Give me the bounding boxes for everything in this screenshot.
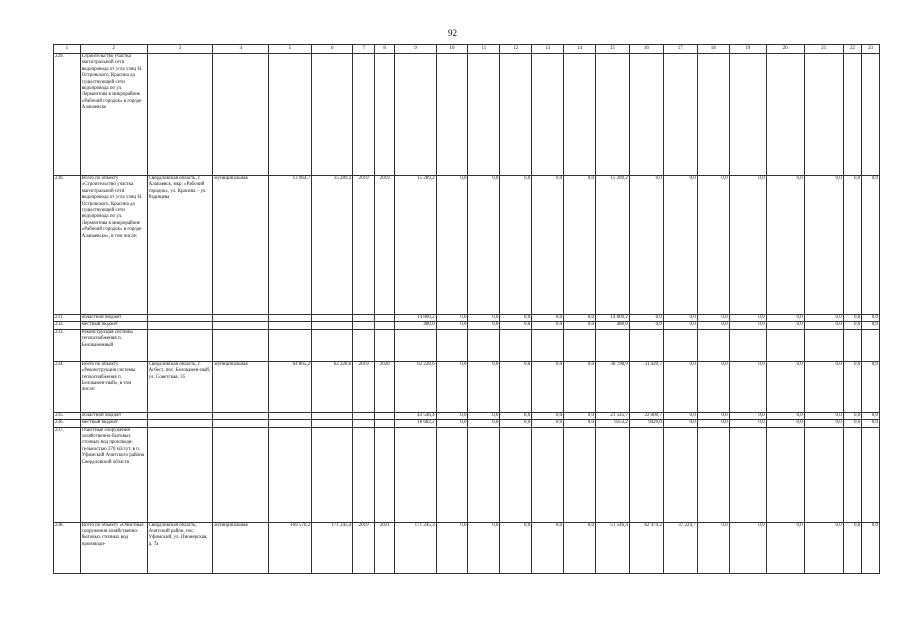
table-cell-c12: 0,0 — [500, 322, 532, 329]
table-cell-c8 — [374, 322, 395, 329]
table-cell-c23: 0,0 — [862, 420, 880, 427]
table-cell-c12 — [500, 427, 532, 522]
table-cell-c20: 0,0 — [766, 412, 804, 419]
table-cell-c18: 0,0 — [697, 420, 729, 427]
table-cell-type — [213, 315, 269, 322]
table-cell-c22: 0,0 — [843, 412, 862, 419]
table-cell-c7: 2019 — [353, 522, 375, 573]
table-cell-name: местный бюджет — [80, 322, 147, 329]
table-cell-c9: 14 809,2 — [395, 315, 436, 322]
table-cell-c19: 0,0 — [729, 176, 766, 315]
table-cell-c6: 15 289,2 — [312, 176, 353, 315]
table-cell-id: 229. — [54, 54, 81, 176]
table-cell-c7 — [353, 315, 375, 322]
table-cell-c15: 15 289,2 — [595, 176, 629, 315]
table-cell-c18: 0,0 — [697, 176, 729, 315]
table-cell-c11: 0,0 — [468, 420, 500, 427]
table-cell-c10: 0,0 — [436, 315, 468, 322]
table-cell-id: 235. — [54, 412, 81, 419]
table-cell-c21: 0,0 — [804, 420, 843, 427]
table-cell-c10: 0,0 — [436, 412, 468, 419]
column-number: 8 — [374, 45, 395, 54]
table-cell-c10: 0,0 — [436, 420, 468, 427]
table-cell-c12: 0,0 — [500, 412, 532, 419]
table-cell-c11 — [468, 427, 500, 522]
column-number: 22 — [843, 45, 862, 54]
table-cell-addr — [147, 54, 213, 176]
table-cell-c15 — [595, 54, 629, 176]
table-cell-c17: 0,0 — [663, 412, 697, 419]
table-cell-c16: 0,0 — [629, 322, 663, 329]
table-cell-c14: 0,0 — [564, 522, 596, 573]
table-cell-addr: Свердловская область, г. Алапаевск, мкр. «Рабочий городок», ул. Красина – ул. Радищева — [147, 176, 213, 315]
table-cell-c22: 0,0 — [843, 176, 862, 315]
table-cell-c16 — [629, 329, 663, 361]
table-cell-c14: 0,0 — [564, 361, 596, 412]
table-cell-c23 — [862, 427, 880, 522]
table-row — [54, 176, 880, 315]
table-cell-c14: 0,0 — [564, 420, 596, 427]
table-cell-c8: 2020 — [374, 361, 395, 412]
table-cell-c8 — [374, 420, 395, 427]
table-cell-c8: 2019 — [374, 176, 395, 315]
table-cell-c19: 0,0 — [729, 420, 766, 427]
table-cell-c11 — [468, 329, 500, 361]
table-cell-name: Строительство участка магистральной сети водопровода от угла улиц Н. Островского, Красина до существующей сети водопровода по ул. Лермонтова в микрорайоне «Рабочий городок» в городе Алапаевске — [80, 54, 147, 176]
table-cell-c13: 0,0 — [532, 315, 564, 322]
table-cell-c20: 0,0 — [766, 322, 804, 329]
table-cell-id: 231. — [54, 315, 81, 322]
table-cell-c16: 31 429,7 — [629, 361, 663, 412]
table-cell-id: 232. — [54, 322, 81, 329]
table-cell-c5 — [268, 315, 311, 322]
table-cell-c20: 0,0 — [766, 361, 804, 412]
table-cell-c12 — [500, 329, 532, 361]
table-cell-c19: 0,0 — [729, 322, 766, 329]
table-cell-c6 — [312, 54, 353, 176]
column-number: 20 — [766, 45, 804, 54]
table-cell-name: областной бюджет — [80, 412, 147, 419]
column-number: 4 — [213, 45, 269, 54]
table-cell-c17: 0,0 — [663, 420, 697, 427]
column-number: 21 — [804, 45, 843, 54]
table-cell-c20 — [766, 54, 804, 176]
table-cell-c15: 9253,2 — [595, 420, 629, 427]
table-cell-c19: 0,0 — [729, 522, 766, 573]
table-cell-c18: 0,0 — [697, 522, 729, 573]
table-cell-c19 — [729, 427, 766, 522]
table-row — [54, 361, 880, 412]
table-cell-name: местный бюджет — [80, 420, 147, 427]
column-number: 18 — [697, 45, 729, 54]
table-cell-c15 — [595, 427, 629, 522]
table-cell-c9: 171 245,3 — [395, 522, 436, 573]
table-cell-name: областной бюджет — [80, 315, 147, 322]
table-cell-c22: 0,0 — [843, 522, 862, 573]
table-cell-c10 — [436, 329, 468, 361]
column-number: 11 — [468, 45, 500, 54]
table-cell-c18: 0,0 — [697, 412, 729, 419]
table-cell-c19 — [729, 329, 766, 361]
table-cell-c23: 0,0 — [862, 522, 880, 573]
table-cell-addr — [147, 329, 213, 361]
column-number: 14 — [564, 45, 596, 54]
table-cell-c17: 0,0 — [663, 361, 697, 412]
table-cell-addr — [147, 315, 213, 322]
table-cell-c6 — [312, 322, 353, 329]
header-row — [54, 45, 880, 54]
table-cell-c20: 0,0 — [766, 176, 804, 315]
table-cell-c10: 0,0 — [436, 361, 468, 412]
table-cell-c13: 0,0 — [532, 522, 564, 573]
table-row — [54, 54, 880, 176]
table-cell-id: 238. — [54, 522, 81, 573]
table-cell-c21: 0,0 — [804, 176, 843, 315]
table-cell-c5 — [268, 427, 311, 522]
table-cell-c9 — [395, 427, 436, 522]
table-cell-name: Всего по объекту «Очистные сооружения хозяйственно-бытовых сточных вод производи- — [80, 522, 147, 573]
table-cell-c16: 22 000,7 — [629, 412, 663, 419]
table-cell-c22 — [843, 329, 862, 361]
table-cell-c9: 18 682,2 — [395, 420, 436, 427]
table-cell-c21 — [804, 54, 843, 176]
table-cell-name: Очистные сооружения хозяйственно-бытовых сточных вод производи-тельностью 370 м3/сут. в п. Уфимский Ачитского района Свердловской области — [80, 427, 147, 522]
table-cell-c21: 0,0 — [804, 322, 843, 329]
column-number: 19 — [729, 45, 766, 54]
table-cell-c14: 0,0 — [564, 412, 596, 419]
table-cell-c21: 0,0 — [804, 412, 843, 419]
table-cell-c15 — [595, 329, 629, 361]
table-cell-c14 — [564, 54, 596, 176]
table-row — [54, 322, 880, 329]
table-cell-c10 — [436, 427, 468, 522]
table-cell-c6 — [312, 427, 353, 522]
table-cell-name: Всего по объекту «Строительство участка магистральной сети водопровода от угла улиц Н. Островского, Красина до существующей сети водопровода по ул. Лермонтова в микрорайоне «Рабочий городок» в городе Алапаевске», в том числе: — [80, 176, 147, 315]
table-cell-addr: Свердловская область, Ачитский район, пос. Уфимский, ул. Пионерская, д. 7а — [147, 522, 213, 573]
table-cell-type — [213, 420, 269, 427]
table-cell-id: 234. — [54, 361, 81, 412]
table-cell-c7 — [353, 412, 375, 419]
table-cell-c20: 0,0 — [766, 420, 804, 427]
table-cell-c19: 0,0 — [729, 412, 766, 419]
table-cell-c11: 0,0 — [468, 412, 500, 419]
table-cell-c7 — [353, 427, 375, 522]
table-cell-c15: 30 798,9 — [595, 361, 629, 412]
table-cell-c23 — [862, 329, 880, 361]
table-cell-c13: 0,0 — [532, 412, 564, 419]
table-cell-c7 — [353, 322, 375, 329]
table-cell-c7: 2019 — [353, 176, 375, 315]
table-cell-c22: 0,0 — [843, 420, 862, 427]
table-cell-c11: 0,0 — [468, 361, 500, 412]
table-row — [54, 427, 880, 522]
table-cell-c20: 0,0 — [766, 522, 804, 573]
table-cell-c11: 0,0 — [468, 322, 500, 329]
table-cell-c23 — [862, 54, 880, 176]
table-cell-c13: 0,0 — [532, 176, 564, 315]
table-cell-c10: 0,0 — [436, 522, 468, 573]
table-cell-c5: 169 570,2 — [268, 522, 311, 573]
table-cell-c23: 0,0 — [862, 412, 880, 419]
column-number: 10 — [436, 45, 468, 54]
column-number: 2 — [80, 45, 147, 54]
table-cell-c6: 62 228,6 — [312, 361, 353, 412]
table-cell-c17: 0,0 — [663, 176, 697, 315]
table-cell-c17: 0,0 — [663, 315, 697, 322]
table-cell-c5 — [268, 420, 311, 427]
column-number: 7 — [353, 45, 375, 54]
table-cell-c17 — [663, 427, 697, 522]
table-cell-c12: 0,0 — [500, 176, 532, 315]
table-cell-c6 — [312, 315, 353, 322]
table-cell-c7 — [353, 329, 375, 361]
table-cell-c12 — [500, 54, 532, 176]
table-cell-c23: 0,0 — [862, 176, 880, 315]
table-cell-c15: 480,0 — [595, 322, 629, 329]
table-cell-type: муниципальная — [213, 176, 269, 315]
table-cell-c13 — [532, 427, 564, 522]
table-cell-c19 — [729, 54, 766, 176]
table-cell-addr — [147, 427, 213, 522]
table-cell-c22 — [843, 427, 862, 522]
column-number: 5 — [268, 45, 311, 54]
table-cell-c23: 0,0 — [862, 315, 880, 322]
table-cell-id: 233. — [54, 329, 81, 361]
table-cell-c13: 0,0 — [532, 420, 564, 427]
table-cell-c8 — [374, 54, 395, 176]
column-number: 1 — [54, 45, 81, 54]
table-cell-c12: 0,0 — [500, 315, 532, 322]
column-number: 6 — [312, 45, 353, 54]
table-cell-c9: 480,0 — [395, 322, 436, 329]
table-cell-type — [213, 322, 269, 329]
table-cell-c9: 15 289,2 — [395, 176, 436, 315]
table-cell-type — [213, 54, 269, 176]
table-cell-c8 — [374, 427, 395, 522]
table-cell-c6 — [312, 412, 353, 419]
table-cell-c13: 0,0 — [532, 322, 564, 329]
table-cell-c5 — [268, 54, 311, 176]
table-cell-id: 236. — [54, 420, 81, 427]
column-number: 17 — [663, 45, 697, 54]
table-cell-c9 — [395, 329, 436, 361]
table-cell-c19: 0,0 — [729, 315, 766, 322]
table-cell-c19: 0,0 — [729, 361, 766, 412]
table-cell-c20: 0,0 — [766, 315, 804, 322]
table-cell-name: Реконструкция системы теплоснабжения п. Белокаменный — [80, 329, 147, 361]
table-cell-c21 — [804, 427, 843, 522]
table-cell-c7: 2019 — [353, 361, 375, 412]
table-cell-c8 — [374, 315, 395, 322]
table-cell-c8 — [374, 329, 395, 361]
table-cell-type — [213, 427, 269, 522]
table-cell-c5: 64 865,2 — [268, 361, 311, 412]
table-cell-c16: 0,0 — [629, 315, 663, 322]
table-cell-c18 — [697, 329, 729, 361]
table-cell-type: муниципальная — [213, 361, 269, 412]
table-cell-c10: 0,0 — [436, 176, 468, 315]
table-cell-c7 — [353, 54, 375, 176]
table-cell-c11: 0,0 — [468, 176, 500, 315]
table-cell-c18 — [697, 54, 729, 176]
table-cell-addr — [147, 412, 213, 419]
table-cell-id: 237. — [54, 427, 81, 522]
table-cell-c10: 0,0 — [436, 322, 468, 329]
table-cell-c22: 0,0 — [843, 322, 862, 329]
table-cell-c15: 21 545,7 — [595, 412, 629, 419]
table-cell-c16 — [629, 427, 663, 522]
table-cell-c13: 0,0 — [532, 361, 564, 412]
column-number: 16 — [629, 45, 663, 54]
table-cell-c23: 0,0 — [862, 322, 880, 329]
table-cell-addr: Свердловская область, г. Асбест, пос. Белокамен-ный, ул. Советская, 35 — [147, 361, 213, 412]
column-number: 13 — [532, 45, 564, 54]
table-cell-c13 — [532, 329, 564, 361]
table-cell-c16: 82 474,2 — [629, 522, 663, 573]
budget-table — [53, 44, 880, 574]
table-row — [54, 329, 880, 361]
table-cell-c14: 0,0 — [564, 176, 596, 315]
table-cell-c9 — [395, 54, 436, 176]
table-cell-c9: 43 546,4 — [395, 412, 436, 419]
table-cell-c6: 171 245,4 — [312, 522, 353, 573]
table-cell-name: Всего по объекту «Реконструкция системы теплоснабжения п. Белокамен-ный», в том числе: — [80, 361, 147, 412]
table-cell-c22: 0,0 — [843, 315, 862, 322]
table-cell-c20 — [766, 427, 804, 522]
table-cell-c23: 0,0 — [862, 361, 880, 412]
table-cell-c9: 62 228,6 — [395, 361, 436, 412]
table-cell-type — [213, 412, 269, 419]
table-cell-c12: 0,0 — [500, 522, 532, 573]
table-cell-id: 230. — [54, 176, 81, 315]
table-cell-c17 — [663, 54, 697, 176]
column-number: 23 — [862, 45, 880, 54]
column-number: 12 — [500, 45, 532, 54]
table-cell-c20 — [766, 329, 804, 361]
table-cell-addr — [147, 420, 213, 427]
table-cell-c8 — [374, 412, 395, 419]
table-cell-c10 — [436, 54, 468, 176]
table-cell-c15: 14 809,2 — [595, 315, 629, 322]
table-cell-c17 — [663, 329, 697, 361]
table-row — [54, 522, 880, 573]
table-cell-c16 — [629, 54, 663, 176]
table-cell-c5 — [268, 329, 311, 361]
table-cell-c16: 0,0 — [629, 176, 663, 315]
table-cell-c8: 2021 — [374, 522, 395, 573]
table-cell-c18: 0,0 — [697, 315, 729, 322]
column-number: 9 — [395, 45, 436, 54]
table-cell-c17: 37 224,7 — [663, 522, 697, 573]
table-row — [54, 412, 880, 419]
table-cell-c11: 0,0 — [468, 522, 500, 573]
table-cell-c14: 0,0 — [564, 322, 596, 329]
table-row — [54, 420, 880, 427]
table-cell-c7 — [353, 420, 375, 427]
table-row — [54, 315, 880, 322]
table-cell-c11: 0,0 — [468, 315, 500, 322]
table-cell-c14 — [564, 427, 596, 522]
table-cell-c5 — [268, 322, 311, 329]
table-cell-c11 — [468, 54, 500, 176]
table-cell-type — [213, 329, 269, 361]
table-cell-c21: 0,0 — [804, 522, 843, 573]
table-cell-c13 — [532, 54, 564, 176]
table-cell-c16: 9429,0 — [629, 420, 663, 427]
table-cell-c18: 0,0 — [697, 322, 729, 329]
table-cell-c22 — [843, 54, 862, 176]
table-cell-c21: 0,0 — [804, 361, 843, 412]
table-cell-c18: 0,0 — [697, 361, 729, 412]
table-cell-c5: 13 964,7 — [268, 176, 311, 315]
column-number: 3 — [147, 45, 213, 54]
column-number: 15 — [595, 45, 629, 54]
table-cell-type: муниципальная — [213, 522, 269, 573]
table-cell-c18 — [697, 427, 729, 522]
table-cell-c17: 0,0 — [663, 322, 697, 329]
table-cell-c6 — [312, 329, 353, 361]
table-cell-c5 — [268, 412, 311, 419]
table-cell-c21: 0,0 — [804, 315, 843, 322]
table-cell-addr — [147, 322, 213, 329]
page-number: 92 — [448, 28, 457, 38]
table-cell-c22: 0,0 — [843, 361, 862, 412]
table-cell-c12: 0,0 — [500, 420, 532, 427]
table-cell-c6 — [312, 420, 353, 427]
table-cell-c21 — [804, 329, 843, 361]
table-cell-c14 — [564, 329, 596, 361]
table-cell-c14: 0,0 — [564, 315, 596, 322]
table-cell-c12: 0,0 — [500, 361, 532, 412]
table-cell-c15: 51 546,4 — [595, 522, 629, 573]
